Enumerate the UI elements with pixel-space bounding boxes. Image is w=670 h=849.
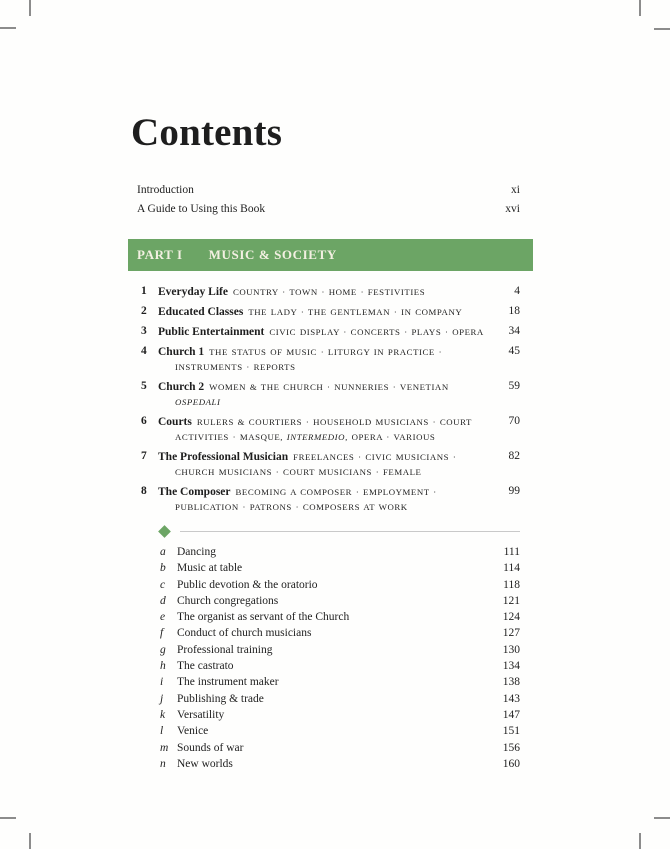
interlude-title: Professional training — [177, 643, 273, 656]
chapter-row — [137, 414, 520, 444]
chapter-page-number: 45 — [508, 345, 520, 357]
interlude-page-number: 121 — [502, 594, 520, 607]
interlude-title: The instrument maker — [177, 676, 279, 689]
interlude-page-number: 130 — [502, 643, 520, 656]
interlude-letter: a — [160, 546, 166, 558]
interlude-row — [160, 658, 520, 674]
front-matter-page-number: xi — [511, 184, 520, 196]
chapter-title: The Professional Musician — [158, 451, 289, 463]
chapter-row — [137, 379, 520, 409]
interlude-list — [128, 544, 533, 772]
chapter-title: The Composer — [158, 486, 231, 498]
interlude-letter: f — [160, 627, 164, 640]
interlude-row — [160, 740, 520, 756]
interlude-letter: j — [160, 692, 164, 705]
interlude-row — [160, 593, 520, 609]
interlude-page-number: 124 — [502, 611, 520, 624]
interlude-title: Music at table — [177, 562, 243, 575]
chapter-title: Everyday Life — [158, 286, 228, 298]
front-matter-label: Introduction — [137, 184, 194, 196]
chapter-topics: THE STATUS OF MUSIC · LITURGY IN PRACTICE · INSTRUMENTS · REPORTS — [175, 347, 443, 372]
chapter-number: 2 — [141, 305, 147, 317]
chapter-title: Educated Classes — [158, 306, 244, 318]
interlude-letter: c — [160, 578, 166, 591]
chapter-row — [137, 304, 520, 319]
chapter-row — [137, 449, 520, 479]
chapter-row — [137, 484, 520, 514]
chapter-topics: CIVIC DISPLAY · CONCERTS · PLAYS · OPERA — [269, 327, 484, 337]
interlude-page-number: 127 — [502, 627, 520, 640]
interlude-title: Versatility — [177, 708, 225, 721]
interlude-title: Sounds of war — [177, 741, 244, 754]
interlude-title: Church congregations — [177, 594, 279, 607]
crop-mark-bottom-left-horizontal — [0, 817, 16, 819]
interlude-page-number: 111 — [503, 546, 520, 558]
part-number-label: PART I — [137, 247, 183, 262]
interlude-row — [160, 723, 520, 739]
interlude-page-number: 156 — [502, 741, 520, 754]
chapter-number: 8 — [141, 485, 147, 497]
chapter-title: Church 1 — [158, 346, 205, 358]
interlude-row — [160, 674, 520, 690]
interlude-row — [160, 642, 520, 658]
chapter-page-number: 34 — [508, 325, 520, 337]
interlude-title: Conduct of church musicians — [177, 627, 312, 640]
interlude-title: The organist as servant of the Church — [177, 611, 350, 624]
interlude-letter: i — [160, 676, 164, 689]
interlude-row — [160, 756, 520, 772]
interlude-letter: m — [160, 741, 169, 754]
front-matter-row — [137, 181, 520, 200]
chapter-number: 5 — [141, 380, 147, 392]
chapter-page-number: 59 — [508, 380, 520, 392]
divider-rule — [180, 531, 520, 532]
interlude-letter: g — [160, 643, 166, 656]
page-title: Contents — [131, 111, 283, 154]
diamond-icon — [158, 525, 171, 538]
interlude-row — [160, 691, 520, 707]
chapter-text — [158, 344, 492, 374]
interlude-row — [160, 560, 520, 576]
chapter-text — [158, 324, 492, 339]
chapter-row — [137, 284, 520, 299]
interlude-letter: n — [160, 757, 166, 770]
crop-mark-top-left-horizontal — [0, 27, 16, 29]
front-matter-label: A Guide to Using this Book — [137, 203, 266, 215]
interlude-title: New worlds — [177, 757, 233, 770]
interlude-page-number: 138 — [502, 676, 520, 689]
crop-mark-top-left-vertical — [29, 0, 31, 16]
front-matter-page-number: xvi — [505, 203, 520, 215]
chapter-topics: FREELANCES · CIVIC MUSICIANS · CHURCH MUSICIANS · COURT MUSICIANS · FEMALE — [175, 452, 457, 477]
chapter-number: 3 — [141, 325, 147, 337]
interlude-letter: e — [160, 611, 166, 624]
chapter-title: Public Entertainment — [158, 326, 265, 338]
chapter-text — [158, 414, 492, 444]
chapter-row — [137, 324, 520, 339]
chapter-page-number: 18 — [508, 305, 520, 317]
front-matter-row — [137, 200, 520, 219]
interlude-letter: b — [160, 562, 166, 575]
crop-mark-bottom-left-vertical — [29, 833, 31, 849]
section-divider — [160, 527, 520, 536]
interlude-page-number: 134 — [502, 660, 520, 673]
interlude-title: Dancing — [177, 546, 216, 558]
interlude-page-number: 143 — [502, 692, 520, 705]
crop-mark-bottom-right-horizontal — [654, 817, 670, 819]
interlude-page-number: 118 — [503, 578, 520, 591]
interlude-page-number: 147 — [502, 708, 520, 721]
chapter-topics: COUNTRY · TOWN · HOME · FESTIVITIES — [232, 287, 426, 297]
chapter-number: 6 — [141, 415, 147, 427]
interlude-title: The castrato — [177, 660, 234, 673]
interlude-title: Public devotion & the oratorio — [177, 578, 318, 591]
crop-mark-bottom-right-vertical — [639, 833, 641, 849]
chapter-page-number: 99 — [508, 485, 520, 497]
chapter-topics: THE LADY · THE GENTLEMAN · IN COMPANY — [248, 307, 463, 317]
interlude-letter: h — [160, 660, 166, 673]
interlude-row — [160, 625, 520, 641]
chapter-page-number: 4 — [514, 285, 520, 297]
interlude-letter: d — [160, 594, 166, 607]
chapter-row — [137, 344, 520, 374]
chapter-page-number: 82 — [508, 450, 520, 462]
crop-mark-top-right-horizontal — [654, 28, 670, 30]
chapter-number: 4 — [141, 345, 147, 357]
chapter-title: Courts — [158, 416, 192, 428]
chapter-text — [158, 284, 492, 299]
chapter-number: 1 — [141, 285, 147, 297]
crop-mark-top-right-vertical — [639, 0, 641, 16]
chapter-topics: BECOMING A COMPOSER · EMPLOYMENT · PUBLICATION · PATRONS · COMPOSERS AT WORK — [175, 487, 437, 512]
interlude-row — [160, 609, 520, 625]
interlude-letter: k — [160, 708, 166, 721]
interlude-page-number: 160 — [502, 757, 520, 770]
chapter-number: 7 — [141, 450, 147, 462]
front-matter-list — [128, 181, 533, 219]
chapter-page-number: 70 — [508, 415, 520, 427]
interlude-row — [160, 577, 520, 593]
chapter-text — [158, 484, 492, 514]
interlude-row — [160, 707, 520, 723]
chapter-topics: WOMEN & THE CHURCH · NUNNERIES · VENETIAN OSPEDALI — [175, 382, 449, 407]
interlude-page-number: 114 — [503, 562, 520, 575]
interlude-title: Venice — [177, 725, 209, 738]
chapter-text — [158, 379, 492, 409]
chapter-text — [158, 304, 492, 319]
part-title-label: MUSIC & SOCIETY — [208, 247, 337, 262]
part-banner — [128, 239, 533, 271]
interlude-row — [160, 544, 520, 560]
chapter-text — [158, 449, 492, 479]
interlude-title: Publishing & trade — [177, 692, 264, 705]
chapter-title: Church 2 — [158, 381, 205, 393]
chapter-topics: RULERS & COURTIERS · HOUSEHOLD MUSICIANS · COURT ACTIVITIES · MASQUE, INTERMEDIO, OPERA · VARIOUS — [175, 417, 472, 442]
interlude-page-number: 151 — [502, 725, 520, 738]
page-content — [128, 0, 533, 772]
interlude-letter: l — [160, 725, 164, 738]
chapter-list — [128, 284, 533, 514]
